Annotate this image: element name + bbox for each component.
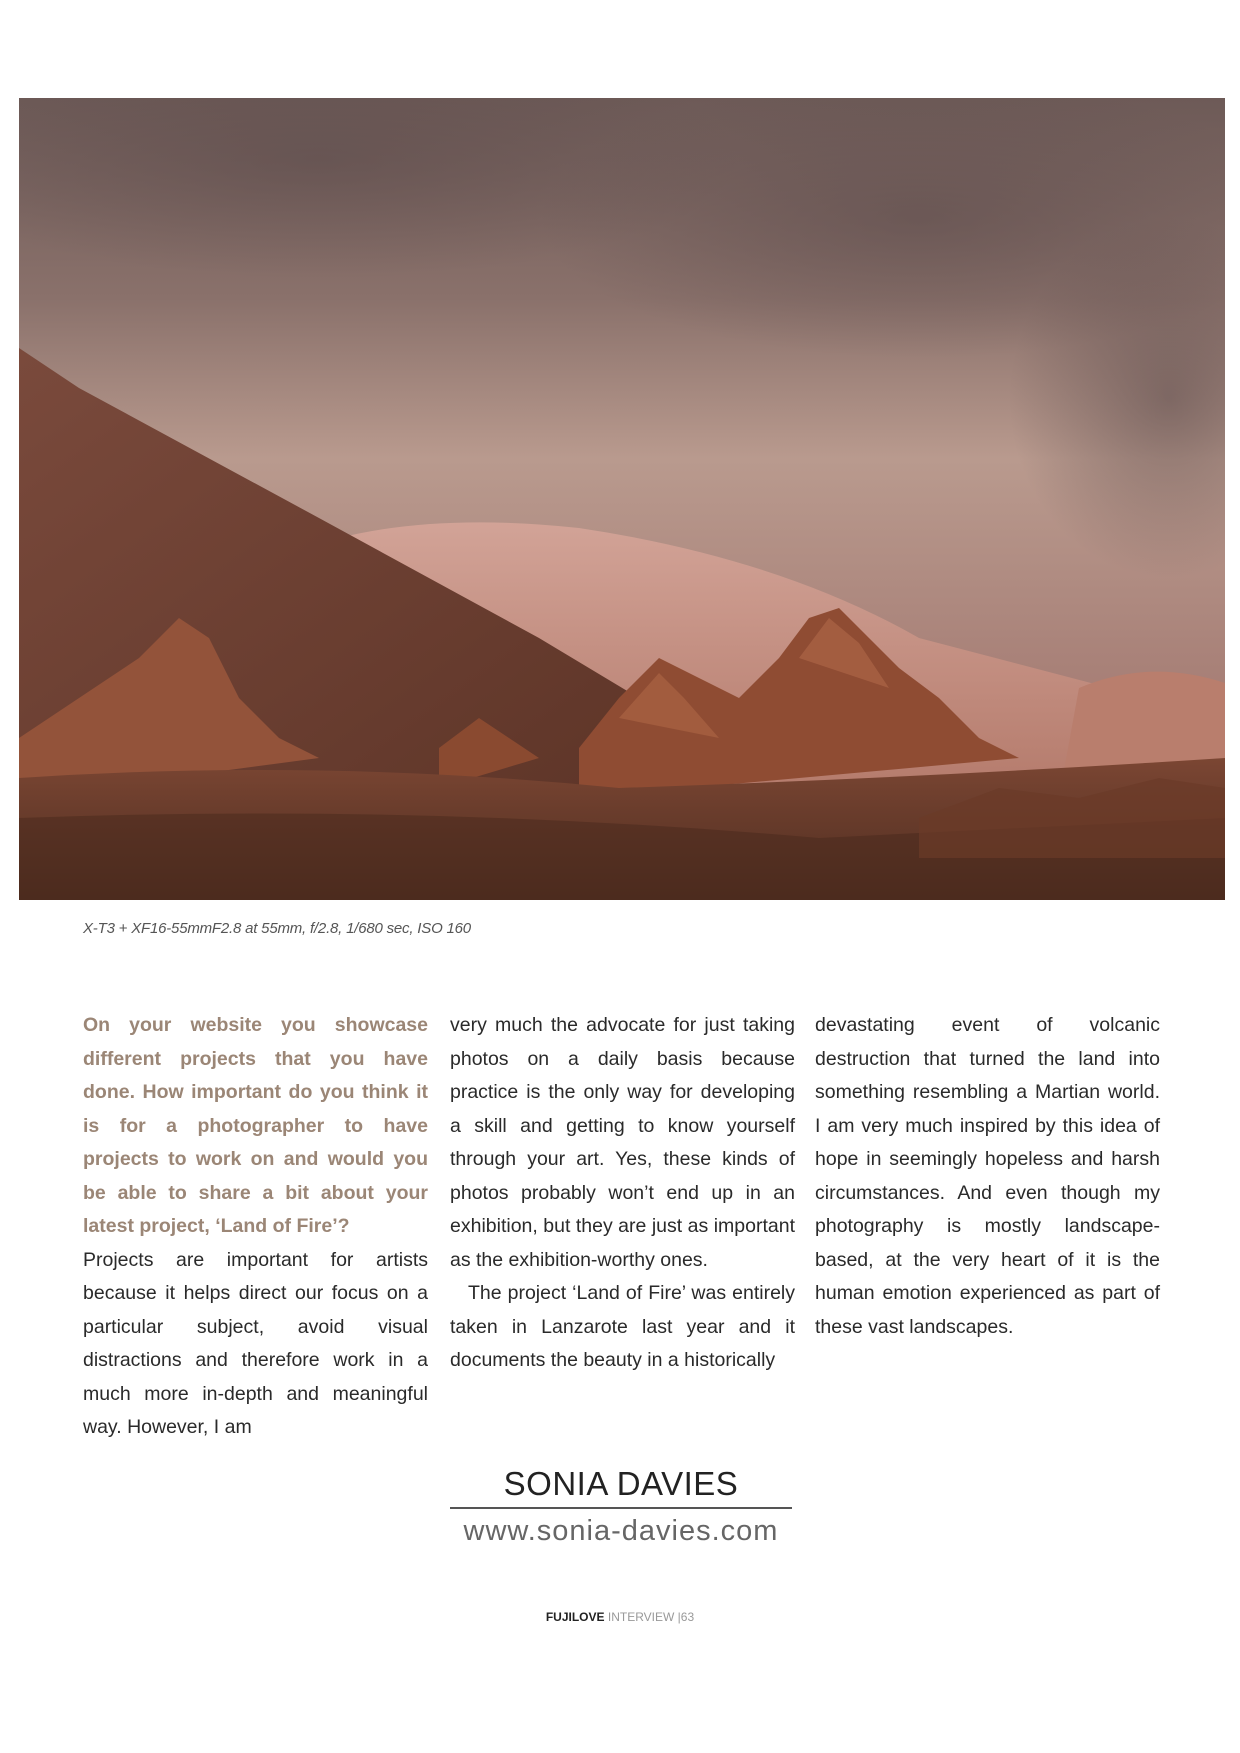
- answer-paragraph: devastating event of volcanic destruction that turned the land into something resembling a Martian world. I am very much inspired by this idea of hope in seemingly hopeless and harsh circumstances. And even though my photography is mostly landscape-based, at the very heart of it is the human emotion experienced as part of these vast landscapes.: [815, 1014, 1160, 1338]
- author-website-link[interactable]: www.sonia-davies.com: [463, 1515, 779, 1547]
- photo-caption: X-T3 + XF16-55mmF2.8 at 55mm, f/2.8, 1/680 sec, ISO 160: [83, 920, 471, 937]
- page-number: 63: [680, 1610, 695, 1624]
- answer-paragraph: The project ‘Land of Fire’ was entirely taken in Lanzarote last year and it documents the beauty in a historically: [450, 1282, 795, 1371]
- author-block: [450, 1465, 792, 1548]
- landscape-photo: [19, 98, 1225, 900]
- page-footer: [0, 1610, 1240, 1624]
- answer-paragraph: very much the advocate for just taking photos on a daily basis because practice is the only way for developing a skill and getting to know yourself through your art. Yes, these kinds of photos probably won’t end up in an exhibition, but they are just as important as the exhibition-worthy ones.: [450, 1014, 795, 1271]
- footer-separator: |: [677, 1610, 681, 1624]
- author-name: SONIA DAVIES: [450, 1465, 792, 1509]
- footer-brand: FUJILOVE: [545, 1610, 605, 1624]
- article-columns: [83, 1009, 1160, 1438]
- footer-section: INTERVIEW: [607, 1610, 675, 1624]
- interview-question: On your website you showcase different projects that you have done. How important do you think it is for a photographer to have projects to work on and would you be able to share a bit about your latest project, ‘Land of Fire’?: [83, 1014, 428, 1237]
- article-column-2: [450, 1009, 795, 1378]
- article-column-3: [815, 1009, 1160, 1344]
- answer-paragraph: Projects are important for artists because it helps direct our focus on a particular subject, avoid visual distractions and therefore work in a much more in-depth and meaningful way. However, I am: [83, 1248, 428, 1438]
- article-column-1: [83, 1009, 428, 1445]
